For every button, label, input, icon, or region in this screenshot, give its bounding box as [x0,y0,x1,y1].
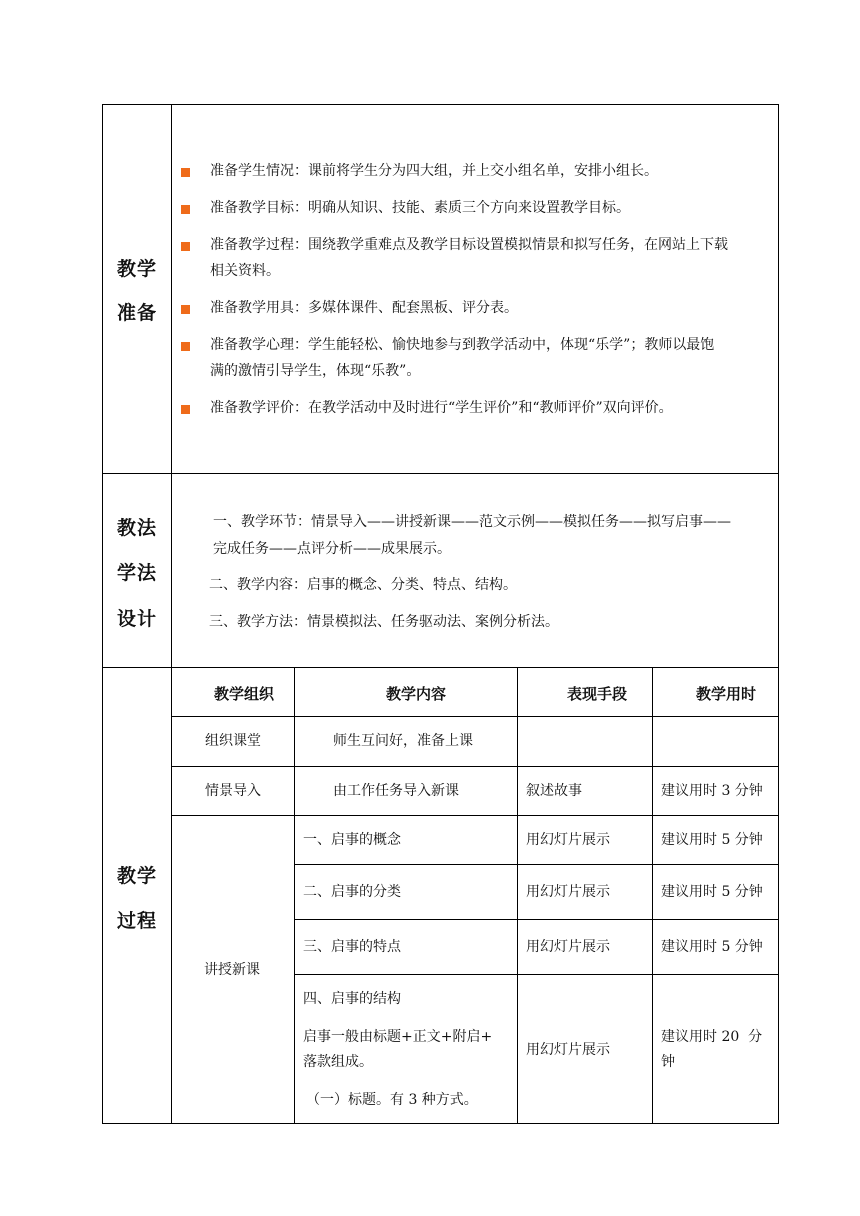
label-column-divider [171,104,172,1124]
method-text: 一、教学环节：情景导入——讲授新课——范文示例——模拟任务——拟写启事—— [213,514,731,530]
process-row-line [294,974,779,975]
table-cell-means: 叙述故事 [526,783,582,799]
table-left-border [102,104,103,1124]
method-label-line-3: 设计 [117,608,158,630]
method-label-line-1: 教法 [117,517,158,539]
prep-item: 准备教学用具：多媒体课件、配套黑板、评分表。 [210,300,518,316]
table-cell-content: 由工作任务导入新课 [333,783,459,799]
column-header-means: 表现手段 [567,685,628,703]
table-cell-org-merged: 讲授新课 [204,962,260,978]
column-header-time: 教学用时 [696,685,757,703]
column-header-org: 教学组织 [214,685,275,703]
prep-item: 准备教学过程：围绕教学重难点及教学目标设置模拟情景和拟写任务，在网站上下载 [210,237,728,253]
process-row-line [171,815,779,816]
bullet-square-icon [181,305,190,314]
table-cell-means: 用幻灯片展示 [526,832,610,848]
table-cell-means: 用幻灯片展示 [526,939,610,955]
prep-item: 准备学生情况：课前将学生分为四大组，并上交小组名单，安排小组长。 [210,163,658,179]
prep-item: 准备教学心理：学生能轻松、愉快地参与到教学活动中，体现“乐学”；教师以最饱 [210,337,715,353]
bullet-square-icon [181,242,190,251]
table-cell-content: 师生互问好，准备上课 [333,733,473,749]
prep-item-continued: 满的激情引导学生，体现“乐教”。 [210,363,421,379]
table-cell-time: 建议用时 5 分钟 [661,832,763,848]
table-cell-content: （一）标题。有 3 种方式。 [306,1092,478,1108]
section-divider-2 [102,667,779,668]
section-divider-1 [102,473,779,474]
method-label-line-2: 学法 [117,562,158,584]
process-row-line [294,864,779,865]
table-cell-content: 四、启事的结构 [303,991,401,1007]
bullet-square-icon [181,342,190,351]
prep-item: 准备教学目标：明确从知识、技能、素质三个方向来设置教学目标。 [210,200,630,216]
table-cell-means: 用幻灯片展示 [526,1042,610,1058]
table-cell-org: 组织课堂 [205,733,261,749]
prep-label-line-2: 准备 [117,302,158,324]
method-text: 完成任务——点评分析——成果展示。 [213,541,451,557]
table-cell-content: 落款组成。 [303,1054,373,1070]
method-text: 三、教学方法：情景模拟法、任务驱动法、案例分析法。 [209,614,559,630]
bullet-square-icon [181,205,190,214]
table-cell-time: 建议用时 20 分 [661,1029,763,1045]
table-cell-content: 启事一般由标题+正文+附启+ [303,1029,493,1045]
table-cell-means: 用幻灯片展示 [526,884,610,900]
process-col-divider-3 [652,667,653,1124]
prep-item: 准备教学评价：在教学活动中及时进行“学生评价”和“教师评价”双向评价。 [210,400,673,416]
prep-item-continued: 相关资料。 [210,263,280,279]
table-right-border [778,104,779,1124]
table-cell-time: 建议用时 3 分钟 [661,783,763,799]
method-text: 二、教学内容：启事的概念、分类、特点、结构。 [209,577,517,593]
table-cell-content: 三、启事的特点 [303,939,401,955]
bullet-square-icon [181,405,190,414]
process-label-line-1: 教学 [117,865,158,887]
table-cell-time: 钟 [661,1054,675,1070]
process-row-line [294,919,779,920]
bullet-square-icon [181,168,190,177]
process-col-divider-1 [294,667,295,1124]
process-label-line-2: 过程 [117,910,158,932]
table-bottom-border [102,1123,779,1124]
process-col-divider-2 [517,667,518,1124]
table-cell-time: 建议用时 5 分钟 [661,884,763,900]
column-header-content: 教学内容 [386,685,447,703]
table-cell-content: 二、启事的分类 [303,884,401,900]
table-cell-org: 情景导入 [205,783,261,799]
process-row-line [171,716,779,717]
table-top-border [102,104,779,105]
prep-label-line-1: 教学 [117,258,158,280]
table-cell-time: 建议用时 5 分钟 [661,939,763,955]
process-row-line [171,766,779,767]
table-cell-content: 一、启事的概念 [303,832,401,848]
